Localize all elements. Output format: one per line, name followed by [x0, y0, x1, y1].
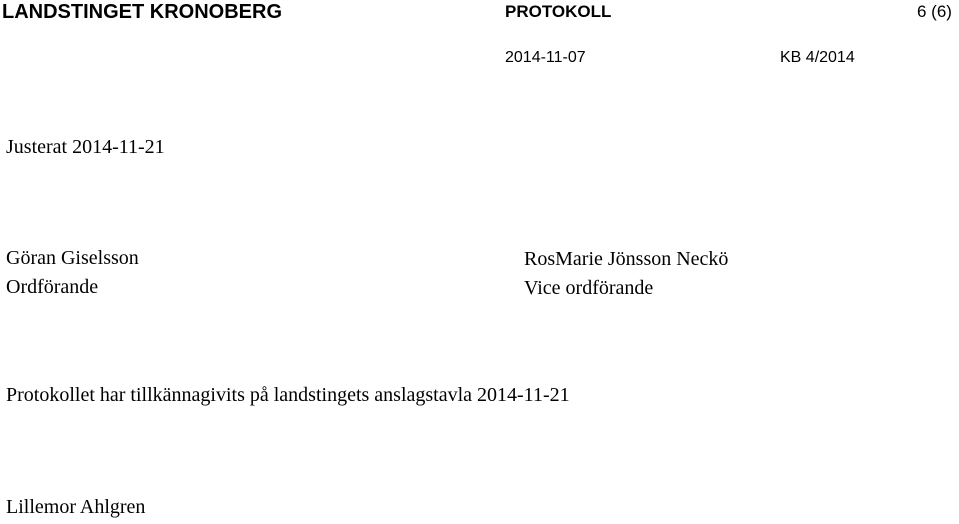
document-type: PROTOKOLL — [505, 2, 612, 21]
signatory-name: Göran Giselsson — [6, 247, 139, 269]
adjusted-date: Justerat 2014-11-21 — [6, 136, 165, 158]
signatory-role: Ordförande — [6, 276, 99, 298]
clerk-name: Lillemor Ahlgren — [6, 496, 146, 518]
publication-notice: Protokollet har tillkännagivits på landstingets anslagstavla 2014-11-21 — [6, 384, 570, 406]
document-date: 2014-11-07 — [505, 49, 586, 66]
organization-name: LANDSTINGET KRONOBERG — [2, 1, 282, 23]
document-reference: KB 4/2014 — [780, 49, 855, 66]
signatory-role: Vice ordförande — [524, 277, 654, 299]
signatory-name: RosMarie Jönsson Neckö — [524, 248, 729, 270]
page-indicator: 6 (6) — [917, 2, 952, 21]
